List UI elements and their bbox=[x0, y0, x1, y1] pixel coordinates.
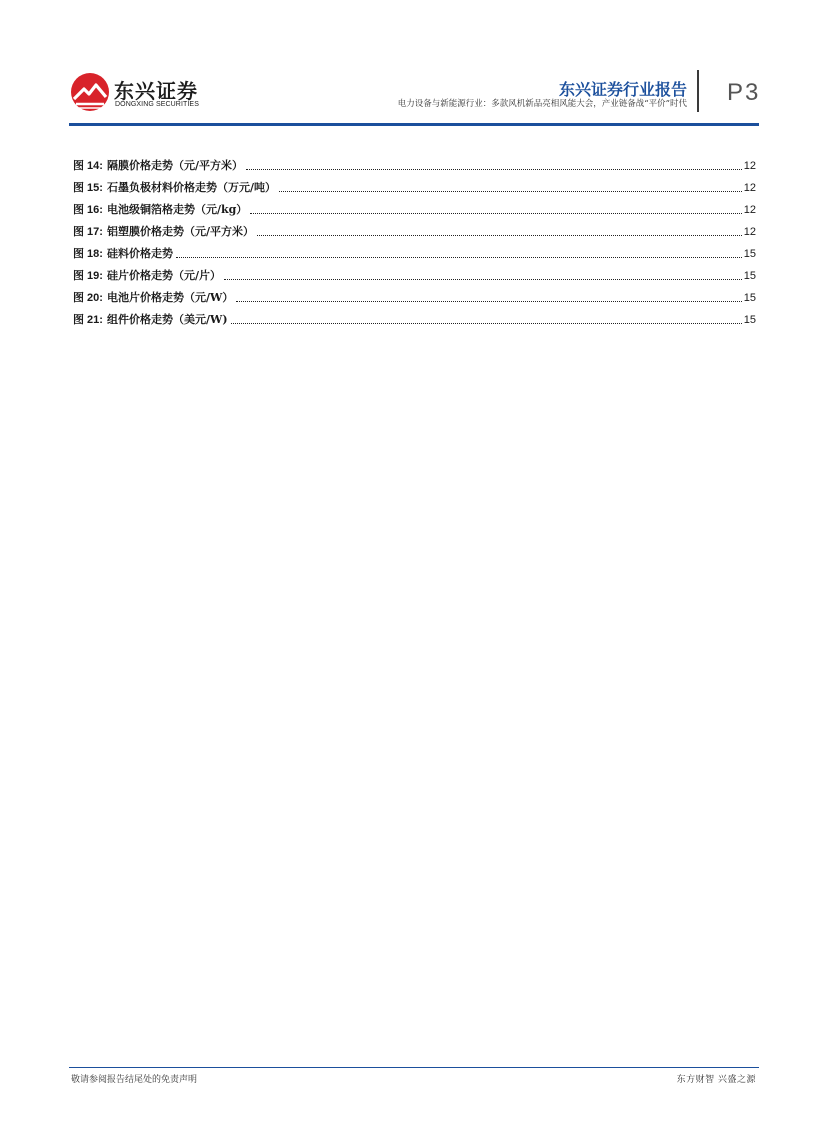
toc-figure-title: 硅料价格走势 bbox=[106, 247, 173, 260]
page-number: P3 bbox=[727, 79, 761, 106]
report-title: 东兴证券行业报告 bbox=[558, 80, 687, 99]
figure-index-list bbox=[73, 151, 756, 327]
toc-dot-leader bbox=[224, 279, 742, 280]
footer-slogan: 东方财智 兴盛之源 bbox=[676, 1075, 756, 1085]
toc-dot-leader bbox=[246, 169, 742, 170]
toc-entry[interactable] bbox=[73, 261, 756, 283]
toc-page-number: 12 bbox=[743, 204, 756, 216]
toc-entry[interactable] bbox=[73, 173, 756, 195]
header-rule bbox=[69, 123, 759, 126]
dongxing-logo-icon bbox=[70, 72, 110, 112]
toc-dot-leader bbox=[231, 323, 742, 324]
report-subtitle: 电力设备与新能源行业：多款风机新品亮相风能大会，产业链备战“平价”时代 bbox=[397, 99, 687, 109]
company-logo bbox=[70, 72, 210, 112]
toc-page-number: 15 bbox=[743, 270, 756, 282]
page-header bbox=[0, 0, 827, 130]
toc-figure-title: 电池级铜箔格走势（元/kg） bbox=[106, 203, 248, 216]
toc-figure-title: 石墨负极材料价格走势（万元/吨） bbox=[106, 181, 276, 194]
toc-dot-leader bbox=[236, 301, 741, 302]
toc-figure-title: 铝塑膜价格走势（元/平方米） bbox=[106, 225, 254, 238]
toc-entry[interactable] bbox=[73, 217, 756, 239]
toc-figure-number: 图 21: bbox=[73, 314, 103, 326]
logo-text-en: DONGXING SECURITIES bbox=[115, 101, 199, 108]
toc-entry[interactable] bbox=[73, 305, 756, 327]
toc-dot-leader bbox=[279, 191, 742, 192]
toc-figure-title: 组件价格走势（美元/W) bbox=[106, 313, 228, 326]
logo-text-cn: 东兴证券 bbox=[114, 79, 198, 103]
toc-page-number: 15 bbox=[743, 248, 756, 260]
toc-dot-leader bbox=[257, 235, 742, 236]
toc-dot-leader bbox=[176, 257, 742, 258]
toc-figure-title: 硅片价格走势（元/片） bbox=[106, 269, 221, 282]
toc-figure-number: 图 15: bbox=[73, 182, 103, 194]
toc-figure-number: 图 19: bbox=[73, 270, 103, 282]
toc-dot-leader bbox=[250, 213, 741, 214]
footer-rule bbox=[69, 1067, 759, 1068]
toc-figure-number: 图 20: bbox=[73, 292, 103, 304]
toc-entry[interactable] bbox=[73, 151, 756, 173]
toc-figure-number: 图 18: bbox=[73, 248, 103, 260]
toc-figure-number: 图 17: bbox=[73, 226, 103, 238]
toc-page-number: 15 bbox=[743, 314, 756, 326]
toc-figure-number: 图 16: bbox=[73, 204, 103, 216]
toc-entry[interactable] bbox=[73, 283, 756, 305]
toc-figure-title: 电池片价格走势（元/W） bbox=[106, 291, 234, 304]
toc-page-number: 12 bbox=[743, 160, 756, 172]
header-divider bbox=[697, 70, 699, 112]
toc-page-number: 15 bbox=[743, 292, 756, 304]
footer-disclaimer-note: 敬请参阅报告结尾处的免责声明 bbox=[71, 1075, 198, 1085]
toc-entry[interactable] bbox=[73, 239, 756, 261]
toc-figure-title: 隔膜价格走势（元/平方米） bbox=[106, 159, 243, 172]
toc-page-number: 12 bbox=[743, 182, 756, 194]
toc-page-number: 12 bbox=[743, 226, 756, 238]
toc-entry[interactable] bbox=[73, 195, 756, 217]
toc-figure-number: 图 14: bbox=[73, 160, 103, 172]
